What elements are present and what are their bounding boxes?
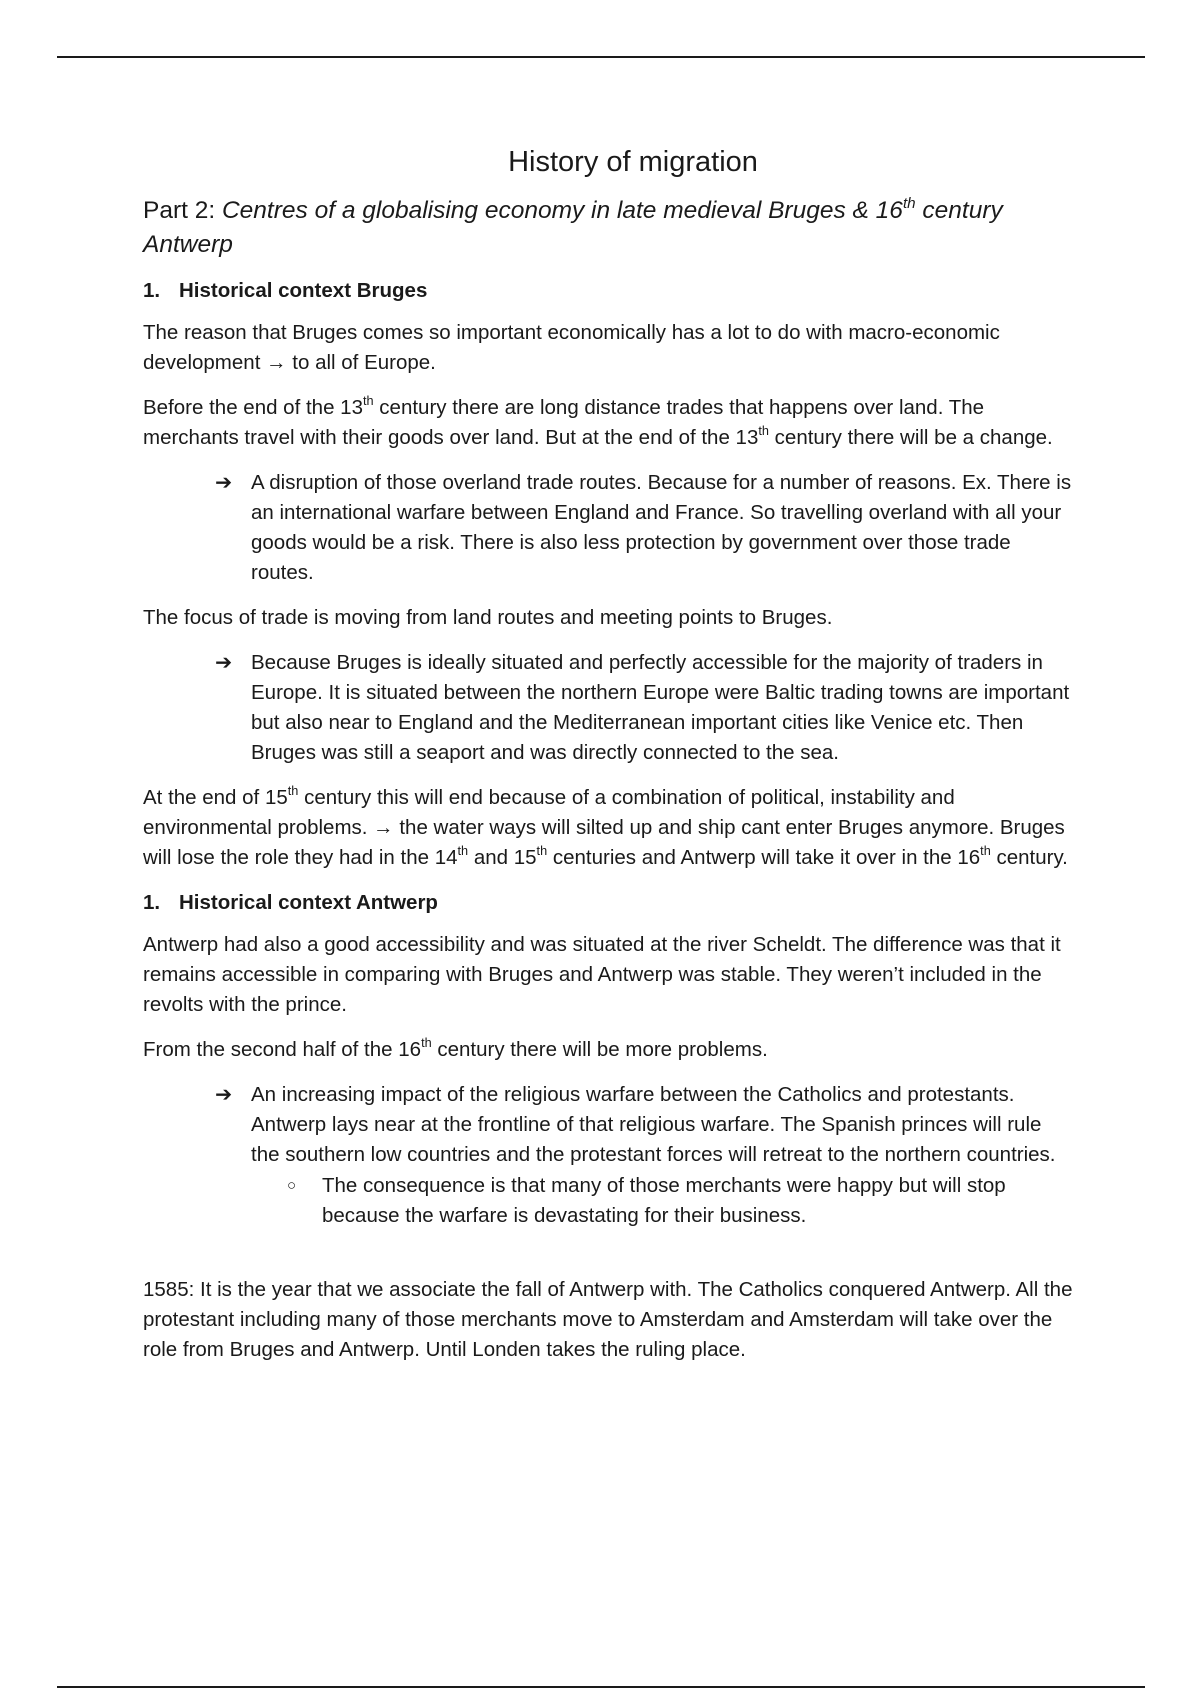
arrow-bullet-icon: ➔ [215,471,233,494]
arrow-bullet-item: ➔ An increasing impact of the religious warfare between the Catholics and protestants. Antwerp lays near at the frontline of that religious warfare. The Spanish princes will rule the southern low countries and the protestant forces will retreat to the northern countries. [143,1080,1073,1170]
part-title: Centres of a globalising economy in late medieval Bruges & 16 [221,197,903,224]
section-number: 1. [143,279,161,302]
document-body [143,140,1073,1380]
part-prefix: Part 2: [143,197,222,224]
page-title: History of migration [508,146,758,178]
section-heading-bruges [143,276,1073,306]
arrow-bullet-icon: ➔ [215,651,233,674]
arrow-bullet-item: ➔ A disruption of those overland trade routes. Because for a number of reasons. Ex. There is an international warfare between England and France. So travelling overland with all your goods would be a risk. There is also less protection by government over those trade routes. [143,468,1073,588]
circle-bullet-item: ○ The consequence is that many of those merchants were happy but will stop because the warfare is devastating for their business. [143,1171,1073,1231]
superscript: th [902,194,916,212]
arrow-bullet-item: ➔ Because Bruges is ideally situated and perfectly accessible for the majority of traders in Europe. It is situated between the northern Europe were Baltic trading towns are important but also near to England and the Mediterranean important cities like Venice etc. Then Bruges was still a seaport and was directly connected to the sea. [143,648,1073,768]
paragraph: Antwerp had also a good accessibility and was situated at the river Scheldt. The difference was that it remains accessible in comparing with Bruges and Antwerp was stable. They weren’t included in the revolts with the prince. [143,933,1061,1016]
part-subtitle [143,194,1073,262]
section-title: Historical context Antwerp [179,891,438,914]
footer-rule [57,1686,1145,1688]
paragraph: From the second half of the 16th century there will be more problems. [143,1035,768,1061]
arrow-bullet-icon: ➔ [215,1083,233,1106]
paragraph: 1585: It is the year that we associate the fall of Antwerp with. The Catholics conquered Antwerp. All the protestant including many of those merchants move to Amsterdam and Amsterdam will take over the role from Bruges and Antwerp. Until Londen takes the ruling place. [143,1278,1073,1361]
paragraph: At the end of 15th century this will end because of a combination of political, instability and environmental problems. → the water ways will silted up and ship cant enter Bruges anymore. Bruges will lose the role they had in the 14th and 15th centuries and Antwerp will take it over in the 16th century. [143,783,1068,869]
paragraph: The focus of trade is moving from land routes and meeting points to Bruges. [143,606,833,629]
paragraph: The reason that Bruges comes so important economically has a lot to do with macro-economic development → to all of Europe. [143,321,1000,374]
circle-bullet-icon: ○ [287,1177,297,1194]
section-title: Historical context Bruges [179,279,428,302]
part-title-end: century Antwerp [143,197,1003,258]
section-number: 1. [143,891,161,914]
paragraph: Before the end of the 13th century there are long distance trades that happens over land. The merchants travel with their goods over land. But at the end of the 13th century there will be a change. [143,393,1053,449]
section-heading-antwerp [143,888,1073,918]
header-rule [57,56,1145,58]
